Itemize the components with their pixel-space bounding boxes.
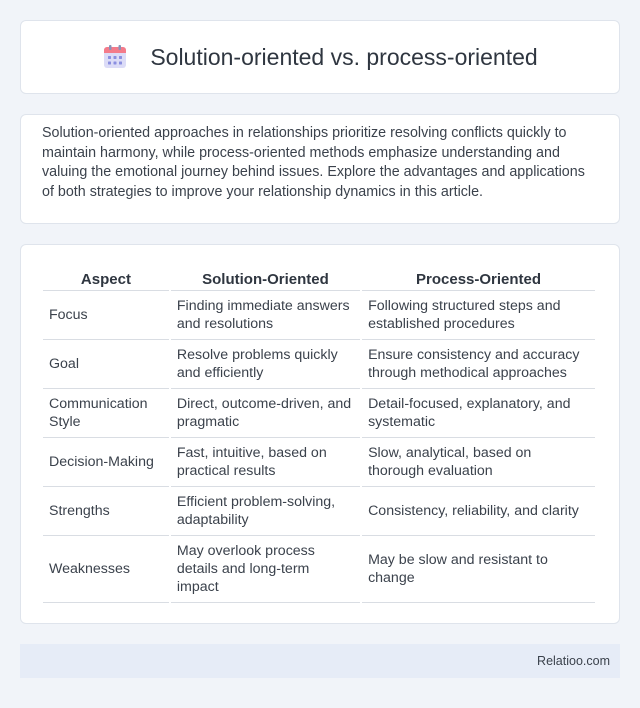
intro-card	[20, 114, 620, 224]
column-header-aspect: Aspect	[43, 267, 169, 291]
aspect-cell: Focus	[43, 291, 169, 340]
process-cell: Ensure consistency and accuracy through methodical approaches	[362, 340, 595, 389]
table-row	[43, 438, 595, 487]
calendar-icon	[102, 44, 128, 70]
table-row	[43, 487, 595, 536]
process-cell: Following structured steps and established procedures	[362, 291, 595, 340]
column-header-solution: Solution-Oriented	[171, 267, 360, 291]
comparison-card	[20, 244, 620, 624]
solution-cell: Efficient problem-solving, adaptability	[171, 487, 360, 536]
footer-bar	[20, 644, 620, 678]
aspect-cell: Strengths	[43, 487, 169, 536]
process-cell: May be slow and resistant to change	[362, 536, 595, 603]
solution-cell: Fast, intuitive, based on practical results	[171, 438, 360, 487]
comparison-table	[41, 267, 597, 603]
intro-text: Solution-oriented approaches in relationships prioritize resolving conflicts quickly to maintain harmony, while process-oriented methods emphasize understanding and valuing the emotional journey behind issues. Explore the advantages and applications of both strategies to improve your relationship dynamics in this article.	[42, 125, 585, 200]
table-row	[43, 291, 595, 340]
solution-cell: Resolve problems quickly and efficiently	[171, 340, 360, 389]
solution-cell: May overlook process details and long-term impact	[171, 536, 360, 603]
solution-cell: Direct, outcome-driven, and pragmatic	[171, 389, 360, 438]
aspect-cell: Decision-Making	[43, 438, 169, 487]
title-card	[20, 20, 620, 94]
table-row	[43, 536, 595, 603]
process-cell: Detail-focused, explanatory, and systematic	[362, 389, 595, 438]
process-cell: Consistency, reliability, and clarity	[362, 487, 595, 536]
aspect-cell: Goal	[43, 340, 169, 389]
solution-cell: Finding immediate answers and resolutions	[171, 291, 360, 340]
footer-brand: Relatioo.com	[537, 654, 610, 668]
column-header-process: Process-Oriented	[362, 267, 595, 291]
page-title: Solution-oriented vs. process-oriented	[150, 43, 538, 70]
aspect-cell: Communication Style	[43, 389, 169, 438]
process-cell: Slow, analytical, based on thorough evaluation	[362, 438, 595, 487]
table-header-row	[43, 267, 595, 291]
aspect-cell: Weaknesses	[43, 536, 169, 603]
table-row	[43, 389, 595, 438]
table-row	[43, 340, 595, 389]
